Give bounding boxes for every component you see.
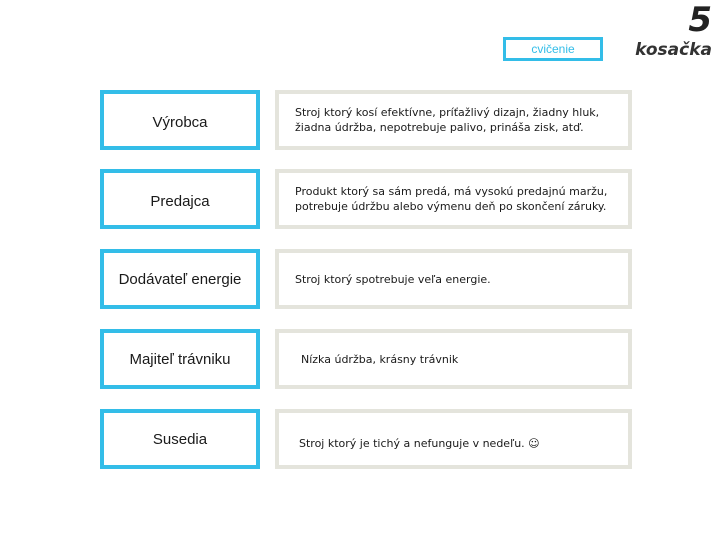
stakeholder-card: Predajca [100, 169, 260, 229]
stakeholder-row-seller [100, 169, 632, 229]
stakeholder-card: Majiteľ trávniku [100, 329, 260, 389]
expectation-card: Stroj ktorý je tichý a nefunguje v nedeľu. ☺ [275, 409, 632, 469]
slide-number: 5 [688, 0, 712, 40]
stakeholder-row-manufacturer [100, 90, 632, 150]
stakeholder-card: Dodávateľ energie [100, 249, 260, 309]
exercise-badge: cvičenie [503, 37, 603, 61]
stakeholder-row-lawn-owner [100, 329, 632, 389]
expectation-card: Nízka údržba, krásny trávnik [275, 329, 632, 389]
stakeholder-row-neighbors [100, 409, 632, 469]
stakeholder-row-energy-supplier [100, 249, 632, 309]
expectation-card: Produkt ktorý sa sám predá, má vysokú predajnú maržu, potrebuje údržbu alebo výmenu deň po skončení záruky. [275, 169, 632, 229]
expectation-card: Stroj ktorý spotrebuje veľa energie. [275, 249, 632, 309]
stakeholder-card: Susedia [100, 409, 260, 469]
expectation-card: Stroj ktorý kosí efektívne, príťažlivý dizajn, žiadny hluk, žiadna údržba, nepotrebuje palivo, prináša zisk, atď. [275, 90, 632, 150]
stakeholder-card: Výrobca [100, 90, 260, 150]
slide-subtitle: kosačka [635, 40, 712, 60]
